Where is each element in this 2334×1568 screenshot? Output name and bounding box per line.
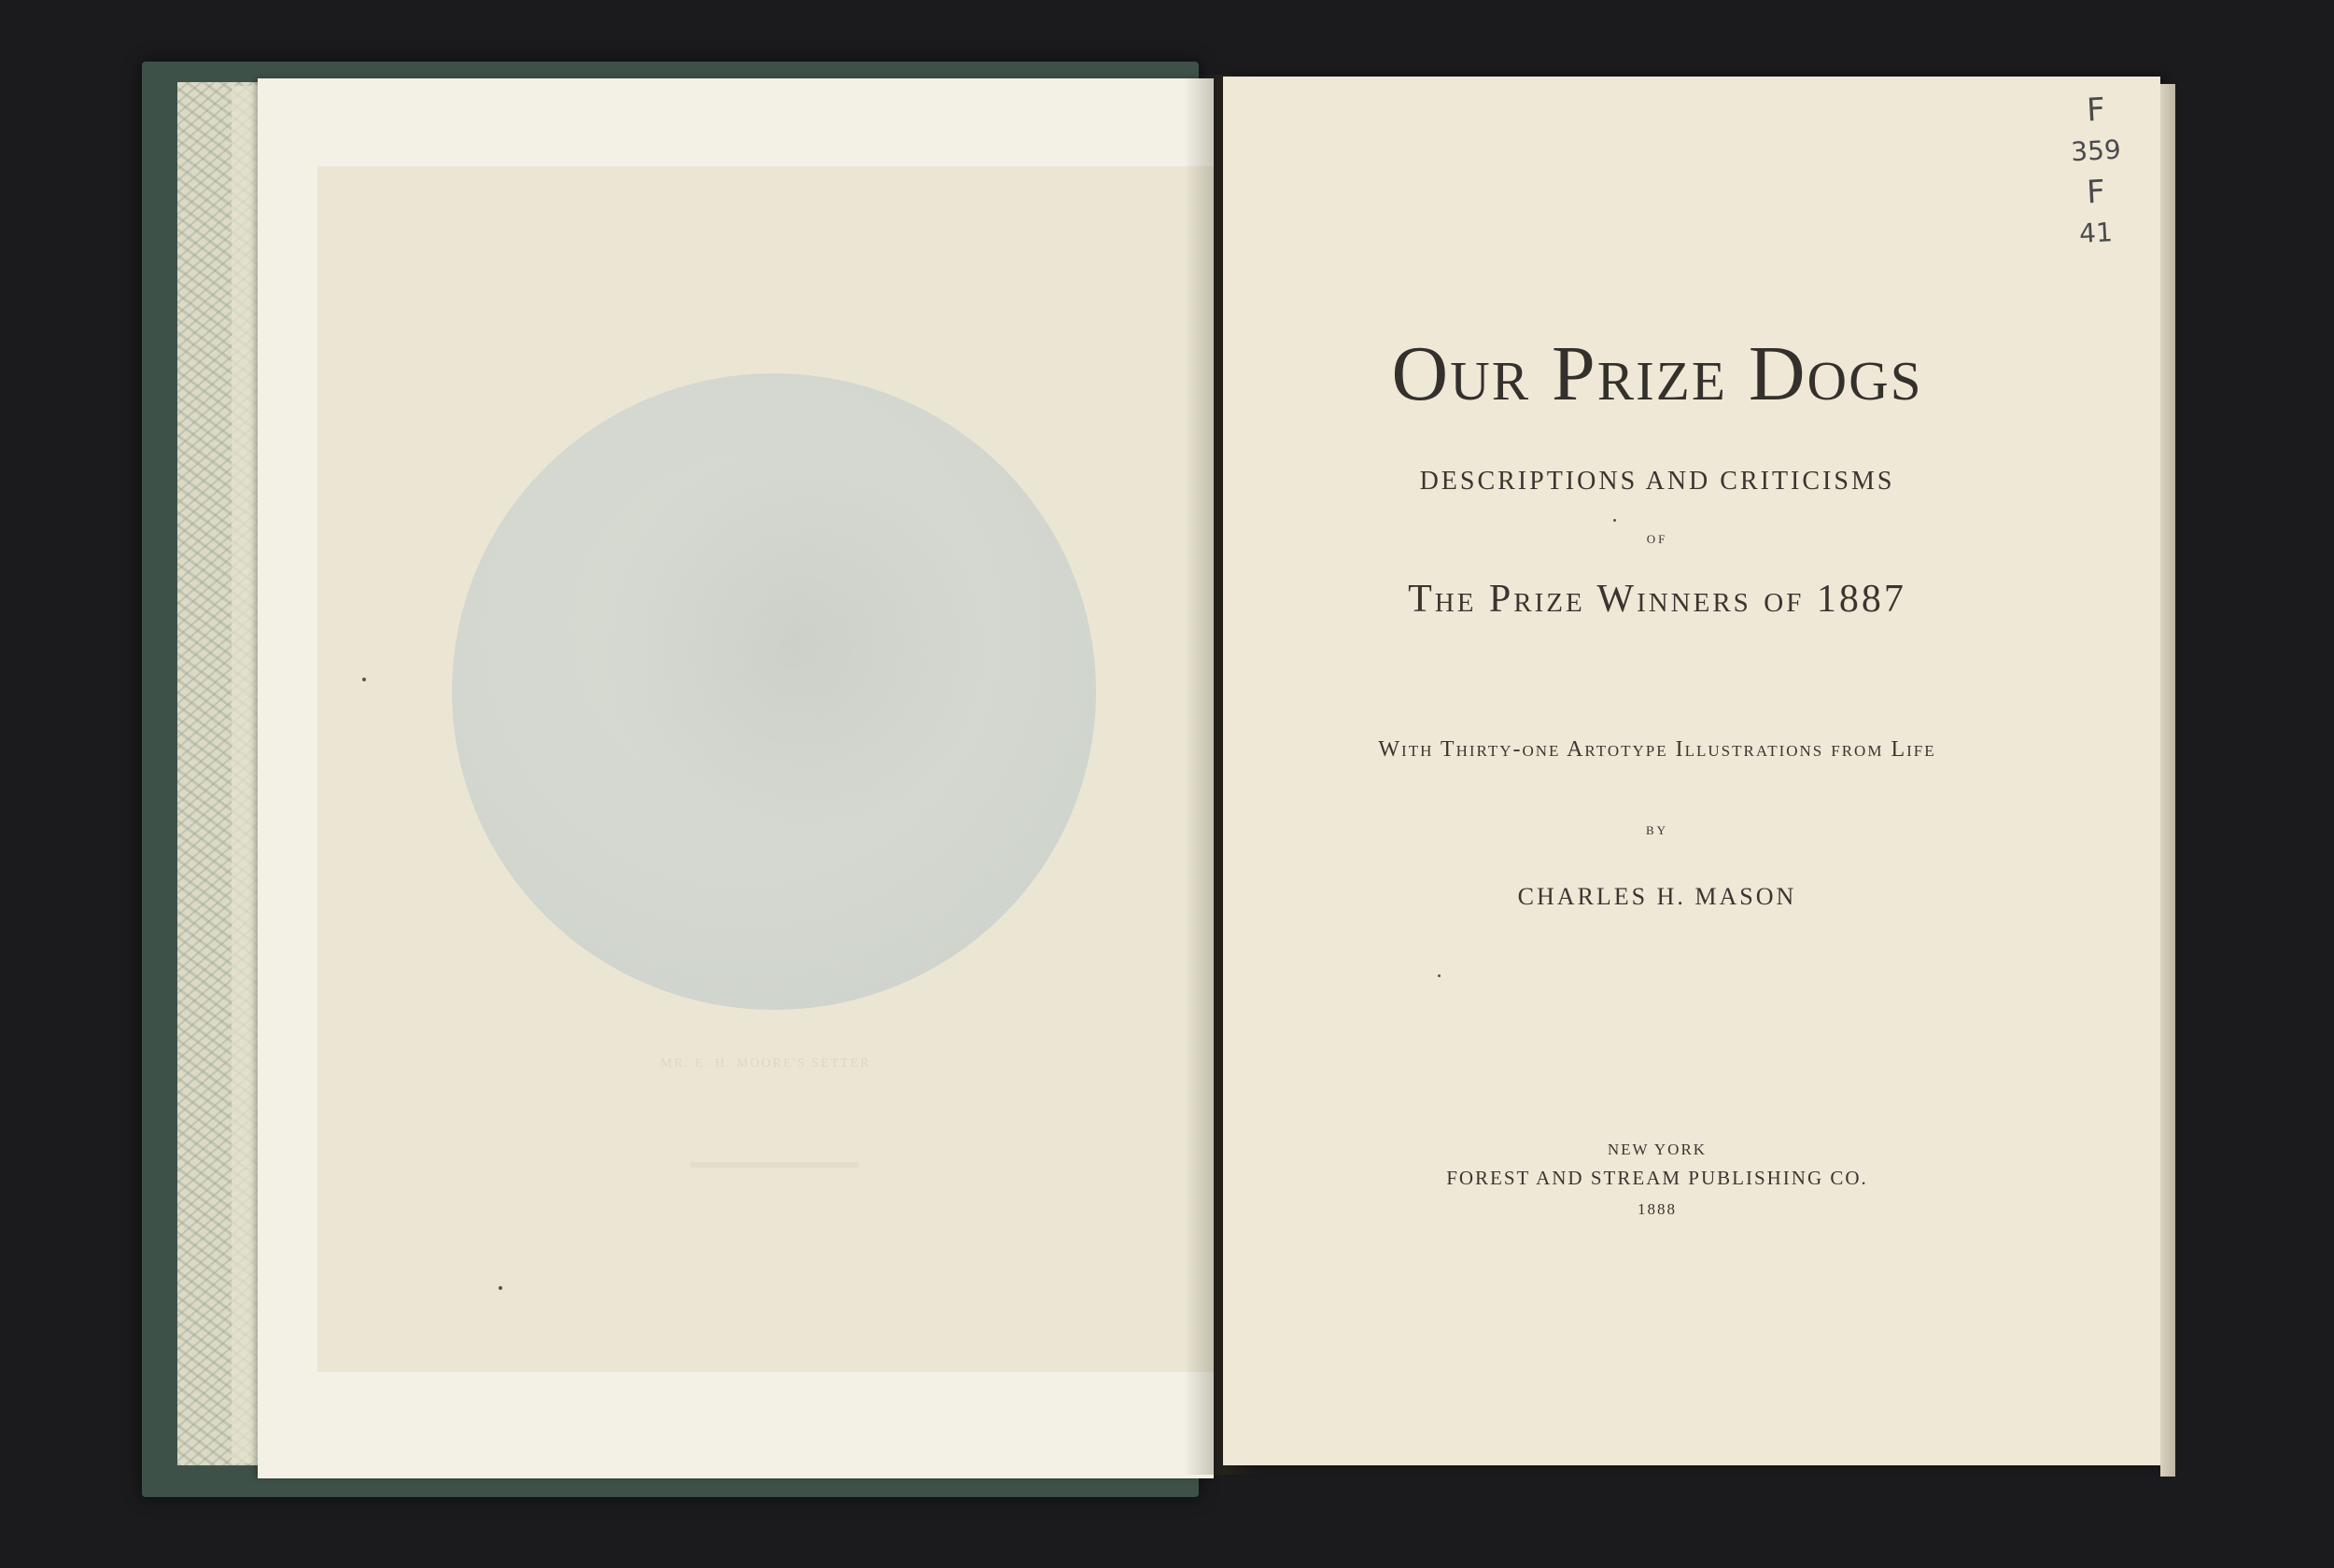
by-line: BY bbox=[1645, 823, 1669, 837]
title-page bbox=[1223, 77, 2160, 1465]
book-subject: The Prize Winners of 1887 bbox=[1408, 578, 1906, 621]
call-number-line: 41 bbox=[2078, 217, 2114, 249]
paper-speck bbox=[362, 678, 366, 681]
book-subtitle: DESCRIPTIONS AND CRITICISMS bbox=[1419, 467, 1895, 496]
plate-caption: MR. E. H. MOORE'S SETTER bbox=[660, 1057, 871, 1071]
book-title: Our Prize Dogs bbox=[1391, 330, 1923, 417]
publication-city: NEW YORK bbox=[1607, 1141, 1708, 1158]
subtitle-connector: OF bbox=[1646, 532, 1668, 546]
call-number-line: F bbox=[2086, 91, 2106, 130]
paper-speck bbox=[499, 1286, 502, 1290]
publisher-name: FOREST AND STREAM PUBLISHING CO. bbox=[1446, 1167, 1868, 1189]
illustrations-note: With Thirty-one Artotype Illustrations from Life bbox=[1378, 737, 1936, 762]
page-edges bbox=[2160, 84, 2175, 1477]
pencil-call-number bbox=[2054, 90, 2138, 267]
publication-year: 1888 bbox=[1638, 1200, 1677, 1218]
call-number-line: 359 bbox=[2070, 133, 2122, 168]
endpaper-fold bbox=[232, 86, 260, 1463]
paper-speck bbox=[1613, 519, 1616, 522]
author-name: CHARLES H. MASON bbox=[1517, 883, 1797, 910]
paper-speck bbox=[1438, 974, 1441, 977]
portrait-shading bbox=[598, 448, 990, 840]
plate-credit-line bbox=[691, 1162, 859, 1168]
call-number-line: F bbox=[2086, 173, 2106, 212]
